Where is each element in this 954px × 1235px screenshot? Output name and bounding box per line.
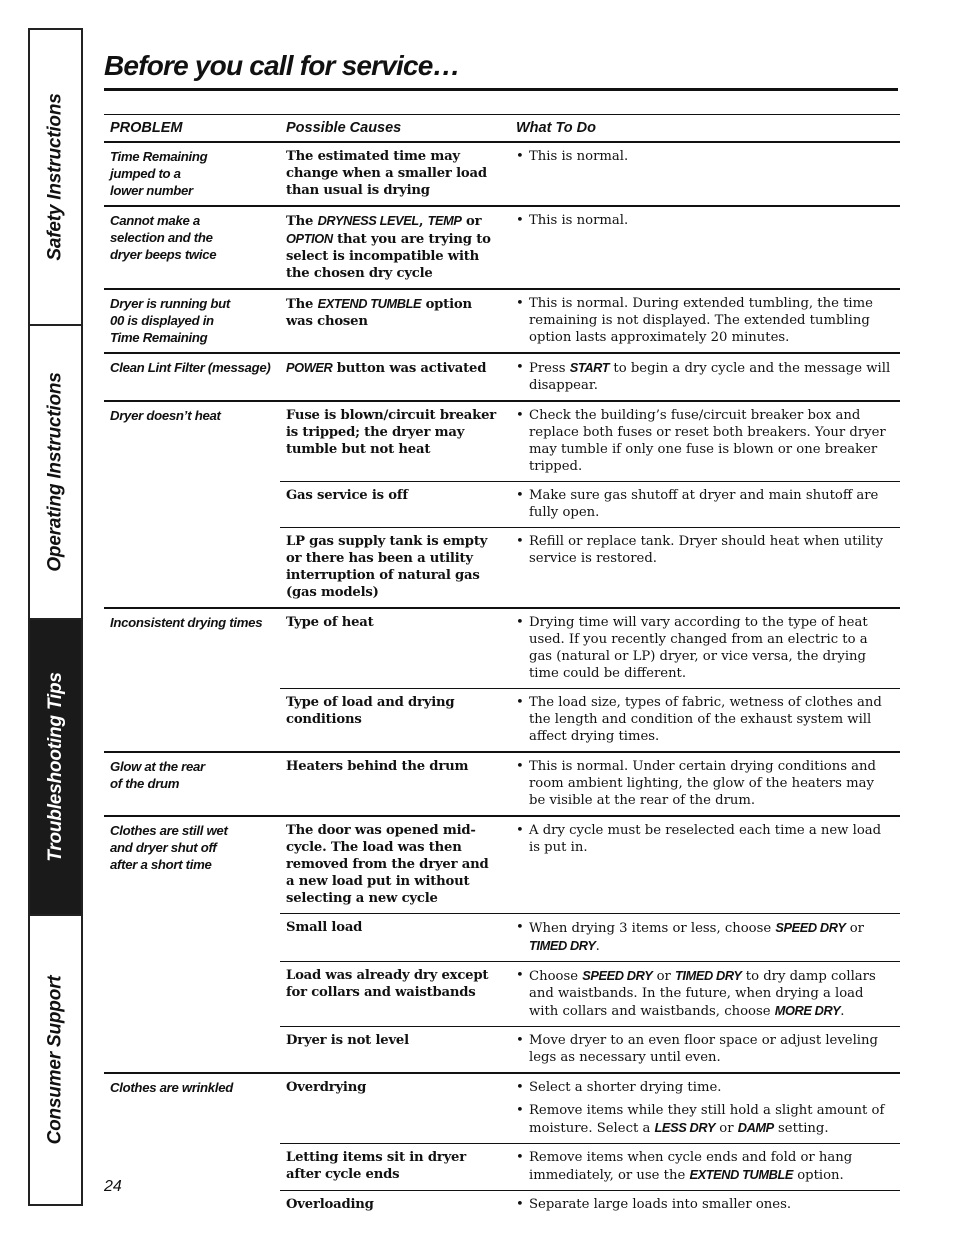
todo-cell <box>504 401 900 482</box>
problem-text: selection and the <box>110 230 213 245</box>
cause-cell: Gas service is off <box>280 482 504 528</box>
cause-cell: Small load <box>280 914 504 962</box>
cause-cell: The door was opened mid-cycle. The load was then removed from the dryer and a new load put in without selecting a new cycle <box>280 816 504 914</box>
todo-cell <box>504 1144 900 1191</box>
todo-text: This is normal. Under certain drying conditions and room ambient lighting, the glow of the heaters may be visible at the rear of the drum. <box>529 759 876 808</box>
table-row <box>104 1073 900 1144</box>
bullet-icon: • <box>516 488 524 503</box>
problem-cell <box>104 816 280 1073</box>
bullet-icon: • <box>516 968 524 983</box>
todo-cell <box>504 608 900 689</box>
table-body <box>104 142 900 1219</box>
problem-cell <box>104 353 280 401</box>
problem-text: Dryer doesn’t heat <box>110 408 221 423</box>
todo-text: A dry cycle must be reselected each time a new load is put in. <box>529 823 882 855</box>
header-todo: What To Do <box>504 115 900 143</box>
cause-cell: The estimated time may change when a smaller load than usual is drying <box>280 142 504 206</box>
problem-text: dryer beeps twice <box>110 247 217 262</box>
todo-cell <box>504 353 900 401</box>
bullet-icon: • <box>516 615 524 630</box>
problem-text: and dryer shut off <box>110 840 217 855</box>
cause-cell: Heaters behind the drum <box>280 752 504 816</box>
troubleshooting-table <box>104 114 900 1219</box>
table-row <box>104 142 900 206</box>
todo-bullet <box>516 1032 894 1066</box>
todo-text: When drying 3 items or less, choose SPEED DRY or TIMED DRY. <box>529 920 864 954</box>
bullet-icon: • <box>516 759 524 774</box>
todo-bullet <box>516 407 894 475</box>
todo-text: This is normal. <box>529 149 629 164</box>
cause-cell: Overloading <box>280 1191 504 1220</box>
problem-text: Dryer is running but <box>110 296 231 311</box>
todo-bullet <box>516 1102 894 1137</box>
bullet-icon: • <box>516 213 524 228</box>
table-row <box>104 289 900 353</box>
cause-cell: LP gas supply tank is empty or there has been a utility interruption of natural gas (gas models) <box>280 528 504 609</box>
todo-text: The load size, types of fabric, wetness of clothes and the length and condition of the exhaust system will affect drying times. <box>529 695 882 744</box>
table-row <box>104 401 900 482</box>
tab-consumer-support[interactable]: Consumer Support <box>44 975 66 1145</box>
todo-text: Select a shorter drying time. <box>529 1080 722 1095</box>
todo-bullet <box>516 822 894 856</box>
problem-text: of the drum <box>110 776 180 791</box>
problem-text: Clean Lint Filter (message) <box>110 360 271 375</box>
todo-text: Remove items while they still hold a slight amount of moisture. Select a LESS DRY or DAMP setting. <box>529 1103 885 1136</box>
problem-text: 00 is displayed in <box>110 313 214 328</box>
table-row <box>104 206 900 289</box>
table-header-row <box>104 115 900 143</box>
bullet-icon: • <box>516 823 524 838</box>
problem-cell <box>104 289 280 353</box>
todo-cell <box>504 206 900 289</box>
todo-cell <box>504 1073 900 1144</box>
todo-bullet <box>516 758 894 809</box>
cause-cell: Dryer is not level <box>280 1027 504 1074</box>
todo-cell <box>504 962 900 1027</box>
problem-text: Clothes are wrinkled <box>110 1080 233 1095</box>
todo-text: Check the building’s fuse/circuit breaker box and replace both fuses or reset both breakers. Your dryer may tumble if only one fuse is blown or one breaker tripped. <box>529 408 886 474</box>
problem-text: Clothes are still wet <box>110 823 228 838</box>
cause-cell: Type of load and drying conditions <box>280 689 504 753</box>
todo-bullet <box>516 967 894 1020</box>
todo-text: This is normal. <box>529 213 629 228</box>
table-row <box>104 353 900 401</box>
problem-text: jumped to a <box>110 166 181 181</box>
todo-bullet <box>516 148 894 165</box>
bullet-icon: • <box>516 1197 524 1212</box>
cause-cell: Overdrying <box>280 1073 504 1144</box>
todo-text: Remove items when cycle ends and fold or hang immediately, or use the EXTEND TUMBLE option. <box>529 1150 853 1183</box>
tab-troubleshooting-tips[interactable]: Troubleshooting Tips <box>30 620 81 916</box>
header-problem: PROBLEM <box>104 115 280 143</box>
cause-cell: Type of heat <box>280 608 504 689</box>
todo-cell <box>504 914 900 962</box>
todo-bullet <box>516 1149 894 1184</box>
problem-cell <box>104 608 280 752</box>
todo-bullet <box>516 487 894 521</box>
problem-text: Time Remaining <box>110 330 208 345</box>
cause-cell: The DRYNESS LEVEL, TEMP or OPTION that you are trying to select is incompatible with the chosen dry cycle <box>280 206 504 289</box>
bullet-icon: • <box>516 149 524 164</box>
todo-text: Make sure gas shutoff at dryer and main shutoff are fully open. <box>529 488 879 520</box>
todo-text: Drying time will vary according to the type of heat used. If you recently changed from an electric to a gas (natural or LP) dryer, or vice versa, the drying time could be different. <box>529 615 868 681</box>
bullet-icon: • <box>516 360 524 375</box>
bullet-icon: • <box>516 1103 524 1118</box>
bullet-icon: • <box>516 408 524 423</box>
table-row <box>104 608 900 689</box>
todo-bullet <box>516 694 894 745</box>
todo-text: Move dryer to an even floor space or adjust leveling legs as necessary until even. <box>529 1033 878 1065</box>
problem-cell <box>104 206 280 289</box>
page-number: 24 <box>104 1178 122 1195</box>
todo-cell <box>504 1191 900 1220</box>
bullet-icon: • <box>516 534 524 549</box>
side-tabs <box>28 28 83 1206</box>
table-row <box>104 816 900 914</box>
todo-bullet <box>516 919 894 955</box>
bullet-icon: • <box>516 920 524 935</box>
problem-text: Inconsistent drying times <box>110 615 263 630</box>
problem-cell <box>104 401 280 608</box>
problem-text: Glow at the rear <box>110 759 205 774</box>
todo-bullet <box>516 359 894 394</box>
todo-text: Refill or replace tank. Dryer should heat when utility service is restored. <box>529 534 883 566</box>
bullet-icon: • <box>516 1080 524 1095</box>
tab-operating-instructions[interactable]: Operating Instructions <box>30 326 81 620</box>
todo-text: Press START to begin a dry cycle and the message will disappear. <box>529 360 891 393</box>
problem-cell <box>104 752 280 816</box>
problem-text: Time Remaining <box>110 149 208 164</box>
problem-text: Cannot make a <box>110 213 200 228</box>
todo-text: Choose SPEED DRY or TIMED DRY to dry damp collars and waistbands. In the future, when drying a load with collars and waistbands, choose MORE DRY. <box>529 968 876 1019</box>
header-causes: Possible Causes <box>280 115 504 143</box>
bullet-icon: • <box>516 1033 524 1048</box>
problem-cell <box>104 142 280 206</box>
cause-cell: POWER button was activated <box>280 353 504 401</box>
bullet-icon: • <box>516 296 524 311</box>
todo-cell <box>504 689 900 753</box>
todo-bullet <box>516 295 894 346</box>
todo-bullet <box>516 533 894 567</box>
todo-bullet <box>516 614 894 682</box>
todo-cell <box>504 752 900 816</box>
todo-cell <box>504 142 900 206</box>
todo-cell <box>504 816 900 914</box>
todo-cell <box>504 1027 900 1074</box>
cause-cell: Fuse is blown/circuit breaker is tripped; the dryer may tumble but not heat <box>280 401 504 482</box>
bullet-icon: • <box>516 1150 524 1165</box>
bullet-icon: • <box>516 695 524 710</box>
title-rule <box>104 88 898 91</box>
cause-cell: The EXTEND TUMBLE option was chosen <box>280 289 504 353</box>
table-row <box>104 752 900 816</box>
page-title: Before you call for service… <box>104 50 460 81</box>
problem-text: after a short time <box>110 857 212 872</box>
problem-cell <box>104 1073 280 1219</box>
todo-bullet <box>516 212 894 229</box>
todo-text: This is normal. During extended tumbling, the time remaining is not displayed. The extended tumbling option lasts approximately 20 minutes. <box>529 296 873 345</box>
todo-bullet <box>516 1079 894 1096</box>
todo-cell <box>504 528 900 609</box>
cause-cell: Load was already dry except for collars and waistbands <box>280 962 504 1027</box>
problem-text: lower number <box>110 183 193 198</box>
cause-cell: Letting items sit in dryer after cycle ends <box>280 1144 504 1191</box>
todo-bullet <box>516 1196 894 1213</box>
todo-text: Separate large loads into smaller ones. <box>529 1197 792 1212</box>
todo-cell <box>504 289 900 353</box>
todo-cell <box>504 482 900 528</box>
tab-safety-instructions[interactable]: Safety Instructions <box>30 30 81 326</box>
